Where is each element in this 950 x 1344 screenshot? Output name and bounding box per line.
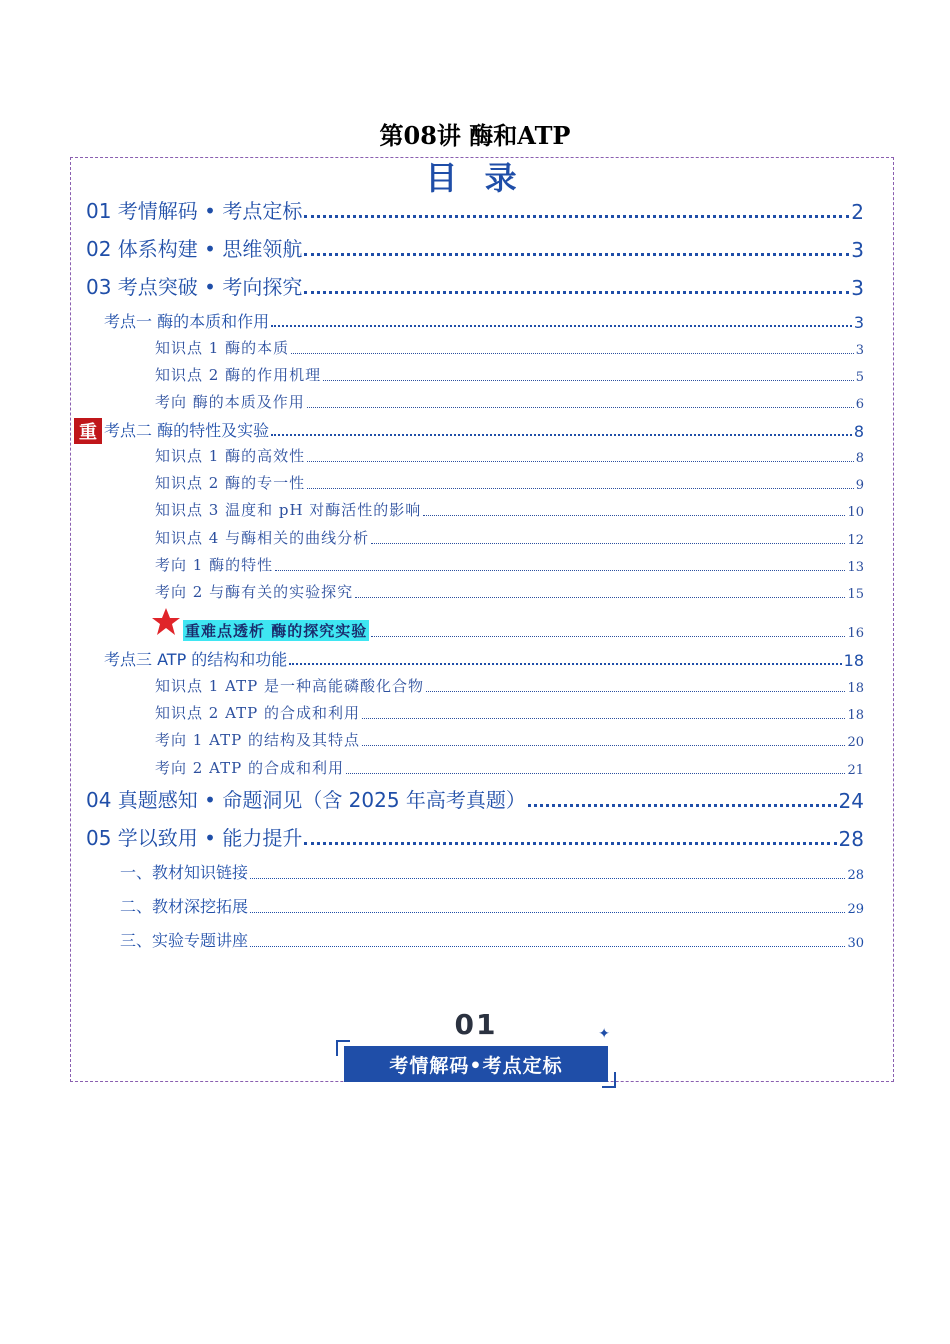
toc-page: 2 [851,200,864,224]
toc-page: 6 [855,397,864,412]
toc-label: 知识点 1 ATP 是一种高能磷酸化合物 [155,677,424,695]
sparkle-icon: ✦ [598,1026,610,1042]
dot-leader [355,597,845,598]
toc-page: 3 [851,238,864,262]
dot-leader [346,773,845,774]
dot-leader [307,461,854,462]
toc-page: 12 [847,533,864,548]
toc-entry-k1-z1[interactable] [155,337,864,358]
dot-leader [307,407,854,408]
star-icon [151,607,181,637]
toc-label: 一、教材知识链接 [120,863,249,882]
toc-page: 8 [853,422,864,441]
banner-label: 考情解码•考点定标 [344,1046,608,1082]
toc-entry-k2-highlight[interactable] [183,620,864,641]
dot-leader [528,804,837,807]
toc-label: 重难点透析 酶的探究实验 [185,622,368,640]
toc-entry-k2-z3[interactable] [155,499,864,520]
toc-page: 3 [855,343,864,358]
toc-label: 考向 1 ATP 的结构及其特点 [155,731,360,749]
dot-leader [271,434,852,436]
toc-label: 考向 2 与酶有关的实验探究 [155,583,354,601]
toc-label: 考点三 ATP 的结构和功能 [104,650,288,669]
toc-label: 三、实验专题讲座 [120,931,249,950]
toc-entry-k3-z1[interactable] [155,675,864,696]
toc-entry-kaodian-2[interactable] [104,418,864,441]
toc-entry-k2-z1[interactable] [155,445,864,466]
toc-entry-c3[interactable] [120,928,864,951]
toc-label: 知识点 1 酶的高效性 [155,447,306,465]
dot-leader [250,946,845,947]
toc-label: 考向 酶的本质及作用 [155,393,305,411]
toc-page: 9 [855,478,864,493]
dot-leader [250,878,845,879]
toc-page: 18 [843,651,864,670]
dot-leader [307,488,854,489]
toc-page: 13 [847,560,864,575]
toc-label: 考点二 酶的特性及实验 [104,421,270,440]
dot-leader [426,691,845,692]
dot-leader [291,353,854,354]
toc-entry-c2[interactable] [120,894,864,917]
page-title: 第08讲 酶和ATP [379,121,571,150]
toc-entry-k3-kx1[interactable] [155,729,864,750]
toc-label: 考向 1 酶的特性 [155,556,274,574]
toc-entry-c1[interactable] [120,860,864,883]
toc-entry-k2-z2[interactable] [155,472,864,493]
toc-heading: 目 录 [425,159,525,197]
toc-label: 知识点 4 与酶相关的曲线分析 [155,529,370,547]
section-banner [336,1008,616,1088]
dot-leader [304,215,849,218]
toc-label: 知识点 2 酶的作用机理 [155,366,322,384]
toc-page: 18 [847,681,864,696]
toc-entry-k2-kx2[interactable] [155,581,864,602]
dot-leader [250,912,845,913]
toc-label: 知识点 2 酶的专一性 [155,474,306,492]
key-point-badge: 重 [74,418,102,444]
toc-page: 18 [847,708,864,723]
dot-leader [371,636,845,637]
toc-page: 10 [847,505,864,520]
dot-leader [275,570,845,571]
dot-leader [362,718,845,719]
dot-leader [304,291,849,294]
toc-page: 28 [847,868,864,883]
toc-page: 8 [855,451,864,466]
dot-leader [304,253,849,256]
dot-leader [371,543,845,544]
toc-entry-k1-z2[interactable] [155,364,864,385]
toc-entry-k2-kx1[interactable] [155,554,864,575]
toc-entry-05[interactable] [86,822,864,851]
toc-entry-03[interactable] [86,271,864,300]
dot-leader [304,842,836,845]
toc-page: 28 [838,827,864,851]
dot-leader [271,325,852,327]
toc-page: 24 [838,789,864,813]
toc-entry-02[interactable] [86,233,864,262]
toc-label: 02 体系构建 • 思维领航 [86,237,303,261]
toc-entry-k3-kx2[interactable] [155,757,864,778]
toc-label: 04 真题感知 • 命题洞见（含 2025 年高考真题） [86,788,526,812]
toc-page: 3 [853,313,864,332]
toc-entry-k3-z2[interactable] [155,702,864,723]
toc-label: 知识点 1 酶的本质 [155,339,290,357]
toc-page: 3 [851,276,864,300]
toc-entry-04[interactable] [86,784,864,813]
toc-entry-k2-z4[interactable] [155,527,864,548]
banner-number: 01 [454,1008,498,1041]
toc-page: 20 [847,735,864,750]
toc-entry-k1-kx[interactable] [155,391,864,412]
toc-label: 知识点 2 ATP 的合成和利用 [155,704,360,722]
toc-label: 考向 2 ATP 的合成和利用 [155,759,344,777]
dot-leader [423,515,845,516]
toc-label: 二、教材深挖拓展 [120,897,249,916]
toc-label: 知识点 3 温度和 pH 对酶活性的影响 [155,501,422,519]
toc-page: 5 [855,370,864,385]
dot-leader [362,745,845,746]
dot-leader [289,663,841,665]
toc-page: 16 [847,626,864,641]
toc-entry-01[interactable] [86,195,864,224]
toc-entry-kaodian-3[interactable] [104,647,864,670]
toc-label: 01 考情解码 • 考点定标 [86,199,303,223]
dot-leader [323,380,854,381]
toc-label: 05 学以致用 • 能力提升 [86,826,303,850]
toc-page: 29 [847,902,864,917]
toc-entry-kaodian-1[interactable] [104,309,864,332]
toc-page: 21 [847,763,864,778]
toc-page: 30 [847,936,864,951]
toc-label: 03 考点突破 • 考向探究 [86,275,303,299]
toc-page: 15 [847,587,864,602]
toc-label: 考点一 酶的本质和作用 [104,312,270,331]
